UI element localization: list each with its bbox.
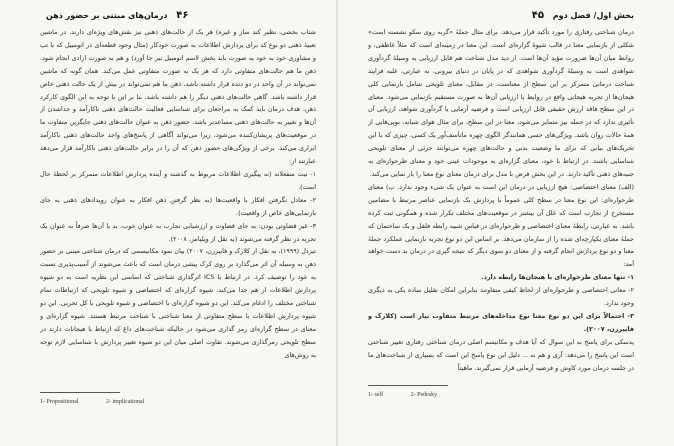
left-footnote-rule xyxy=(40,392,120,393)
left-paragraph: شتاب بخشی، نظیر کند ساز و غیره) هر یک از حالت‌های ذهنی نیز نقش‌های ویژه‌ای دارند. در ماشین تعبیهٔ ذهنی دو نوع کد برای پردازش اطلاعات به صورت خودکار (مثال وجود قطعه‌ای در اتومبیل که با تپ و مشاوری خود به خود به صورت باید بخش لاسم اتومبیل نیر جا‌ آورد) و هم به صورت ارادی انجام شود. ذهن ما هم حالت‌های متفاوتی دارد که هر یک به صورت متفاوتی عمل می‌کند. همان گونه که ماشین نمی‌تواند در آن واحد در دو دنده قرار داشته باشد، ذهن ما هم نمی‌تواند در بیش از یک حالت ذهنی خاص قرار داشته باشد. گاهی حالت‌های ذهنی دیگر را هم داشته باشد. بنا بر این با توجه به این الگوی کارکرد ذهن، هدف درمان باید کمک به مراجعان برای شناسایی فعالیت حالت‌های ذهنی ناکارآمد و جداشدن از آن‌ها و تغییر به حالت‌های ذهنی مساعدتر باشد. حضور ذهن به عنوان حالت‌های ذهنی جایگزین متفاوت ما در موقعیت‌های پریشان‌کننده می‌شود، زیرا می‌تواند آگاهی از پاسخ‌های واجد حالت‌های ذهنی ناکارآمد ابزاری می‌کند. برخی از ویژگی‌های حضور ذهن که آن را در برابر حالت‌های ذهنی ناکارآمد قرار می‌دهد عبارتند از: xyxy=(40,28,316,166)
right-page-header xyxy=(532,10,634,21)
right-paragraph: (الف) معنای اختصاصی: هیچ ارزیابی در درمان این است به عنوان یک شیء وجود ندارد. ب) معنای طرحواره‌ای: این نوع معنا در سطح کلی عموماً با پردازش یک بازنمایی عناصر مرتبط با مضامین مستخرج از تجارب است که علل آن بیشتر در موقعیت‌های مختلف تکرار شده و همگونی ثبت کرده باشد. به عبارتی، رابطهٔ معنای اختصاصی و طرحواره‌ای در قیاس شبیه رابطه فلفل و یک ساختمان که جملهٔ معنای یکپارچه‌ای شده را از سازمان می‌دهد. بر اساس این دو نوع تجربه بازنمایی عملکرد جملهٔ معنا و دو نوع پردازش انجام گرفته و از معنای دو سوی دیگر که نتیجه گیری در درمان بد دست خواهد آمد: xyxy=(368,182,634,269)
left-running-title: درمان‌های مبتنی بر حضور ذهن xyxy=(46,11,168,20)
footnote: 1- self xyxy=(368,392,384,398)
left-page-header xyxy=(46,10,188,21)
right-page xyxy=(338,0,674,446)
right-page-number: ۴۵ xyxy=(531,10,544,21)
right-paragraph: ۲- معانی اختصاصی و طرحواره‌ای از لحاظ کیفی متفاوتند بنابراین امکان تقلیل ساده یکی به دیگری وجود ندارد. xyxy=(368,286,634,308)
left-page-body xyxy=(40,26,316,382)
footnote: 2- Pedesky xyxy=(410,392,438,398)
right-footnotes xyxy=(368,392,463,398)
left-paragraph: ۱- نیت منفعلانه (نه پیگیری اطلاعات مربوط به گذشته و آینده پردازش اطلاعات متمرکز بر لحظهٔ حال است). xyxy=(40,169,316,191)
right-paragraph: پدسکی برای پاسخ به این سوال که آیا هدف و مکانیسم اصلی درمان شناختی رفتاری تغییر شناختی است این پاسخ را می‌دهد: آری و هم نه ... دلیل این نوع پاسخ این است که بسیاری از شناخت‌های ما در جلسه درمان مورد کاوش و فرضیه آزمایی قرار نمی‌گیرند. ماهیتاً xyxy=(368,337,634,372)
left-paragraph: ۲- معادل نگرفتن افکار با واقعیت‌ها (به نظر گرفتن ذهن افکار به عنوان رویدادهای ذهنی به جای بازنمایی‌های خاص از واقعیت). xyxy=(40,195,316,217)
footnote: 2- implicational xyxy=(106,399,145,405)
right-paragraph: ۳- احتمالاً برای این دو نوع معنا نوع مداخله‌های مرتبط متفاوت نیاز است (کلارک و فابیرزن، ۲۰۰۷). xyxy=(368,311,634,333)
left-footnotes xyxy=(40,399,170,405)
left-paragraph: ۳- غیر قضاوتی بودن: به جای قضاوت و ارزشیابی تجارب به عنوان خوب، بد یا آن‌ها صرفاً به عنوان یک تجربه در نظر گرفته می‌شوند (به نقل از ویلیامز، ۲۰۰۸). xyxy=(40,221,316,243)
right-running-title: بخش اول/ فصل دوم xyxy=(552,11,634,20)
left-paragraph: تیزدل (۱۹۹۹)، به نقل از کلارک و فابیرزن، ۲۰۰۷) بیان نمود مکانیسمی که درمان شناختی مبتنی بر حضور ذهن به وسیله آن اثر می‌گذارد بر روی کرک پیشی درمان است که باعث می‌شوند از آسیب‌پذیری نسبت به عود را توصیف کرد. در ارتباط با ICS اثرگذاری شناختی که اساسی این نظریه است به دو شیوه پردازش اطلاعات از هم جدا می‌کند. شیوه گزاره‌ای که اختصاصی و شیوه تلویحی که ارتباطات تمام شناختی مختلف را ادغام می‌کند. این دو شیوه گزاره‌ای با اختصاصی و شیوه تلویحی با کل تجربی. این دو شیوه پردازش اطلاعات با سطح متفاوتی از معنا شناختی با شناخت مرتبط هستند. شیوه گزاره‌ای و معنای در سطح گزاره‌ای رمز گذاری می‌شود در حالیکه شناخت‌های داغ که ارتباط با هیجانات دارند در سطح تلویحی رمزگذاری می‌شوند. تفاوت اصلی میان این دو شیوه تغییر پردازش با شناسایی لازم توجه به روش‌های xyxy=(40,247,316,359)
right-paragraph: ۱- تنها معنای طرحواره‌ای با هیجان‌ها رابطه دارد. xyxy=(481,273,634,282)
right-page-body xyxy=(368,26,634,374)
right-footnote-rule xyxy=(368,385,448,386)
right-paragraph: درمان شناختی رفتاری را مورد تأکید قرار می‌دهد. برای مثال جملهٔ «گربه روی سکو نشسته است» شکلی از بازنمایی معنا در قالب شیوهٔ گزاره‌ای است. این معنا در زمینه‌ای است که مثلاً عاطفی، و روابط میان آن‌ها ضرورت مؤید آن‌ها است. از دید مدل شناخت هم قابل ارزیابی به وسیلهٔ گردآوری شواهدی است به وسیلهٔ گردآوری شواهدی که در پایان در دنیای بیرونی، به عبارتی، غلبه فرایند شناخت درمانی متمرکز بر این سطح از معناست. در مقابل، معنای تلویحی شامل بازنمایی کلی هیجان‌ها از تجربه هیجانی واقع در روابط با ارزیابی آن‌ها به صورت مستقیم بازنمایی می‌شود. معنای در این سطح فاقد ارزش حقیقی قابل ارزیابی است و فرضیه آزمایی یا گردآوری شواهد، ارزیابی آن تأثیری ندارد که در جمله نیز متمایز می‌شود، معنا در این سطح، برای مثال هوای شبانه، بویی‌هایی از همهٔ حالات روان باشد. ویژگی‌های حسی همانندگر الگوی چهره ماتأسف‌آور یک کسی، چیزی که با این تحریک‌های بیانی که برای ما وضعیت بدنی و حالت‌های چهره می‌توانند جزئی از معنای تلویحی شناسایی باشند. در ارتباط با خود، معنای گزاره‌ای به موجودات عینی خود و معنای طرحواره‌ای به جنبه‌های ذهنی تأکید دارند. در این بخش فرض با مدل برای درمان معنای نوع معنا را باز نمایی می‌کند. xyxy=(368,28,634,178)
left-page xyxy=(0,0,336,446)
left-page-number: ۴۶ xyxy=(176,10,189,21)
footnote: 1- Propositional xyxy=(40,399,79,405)
